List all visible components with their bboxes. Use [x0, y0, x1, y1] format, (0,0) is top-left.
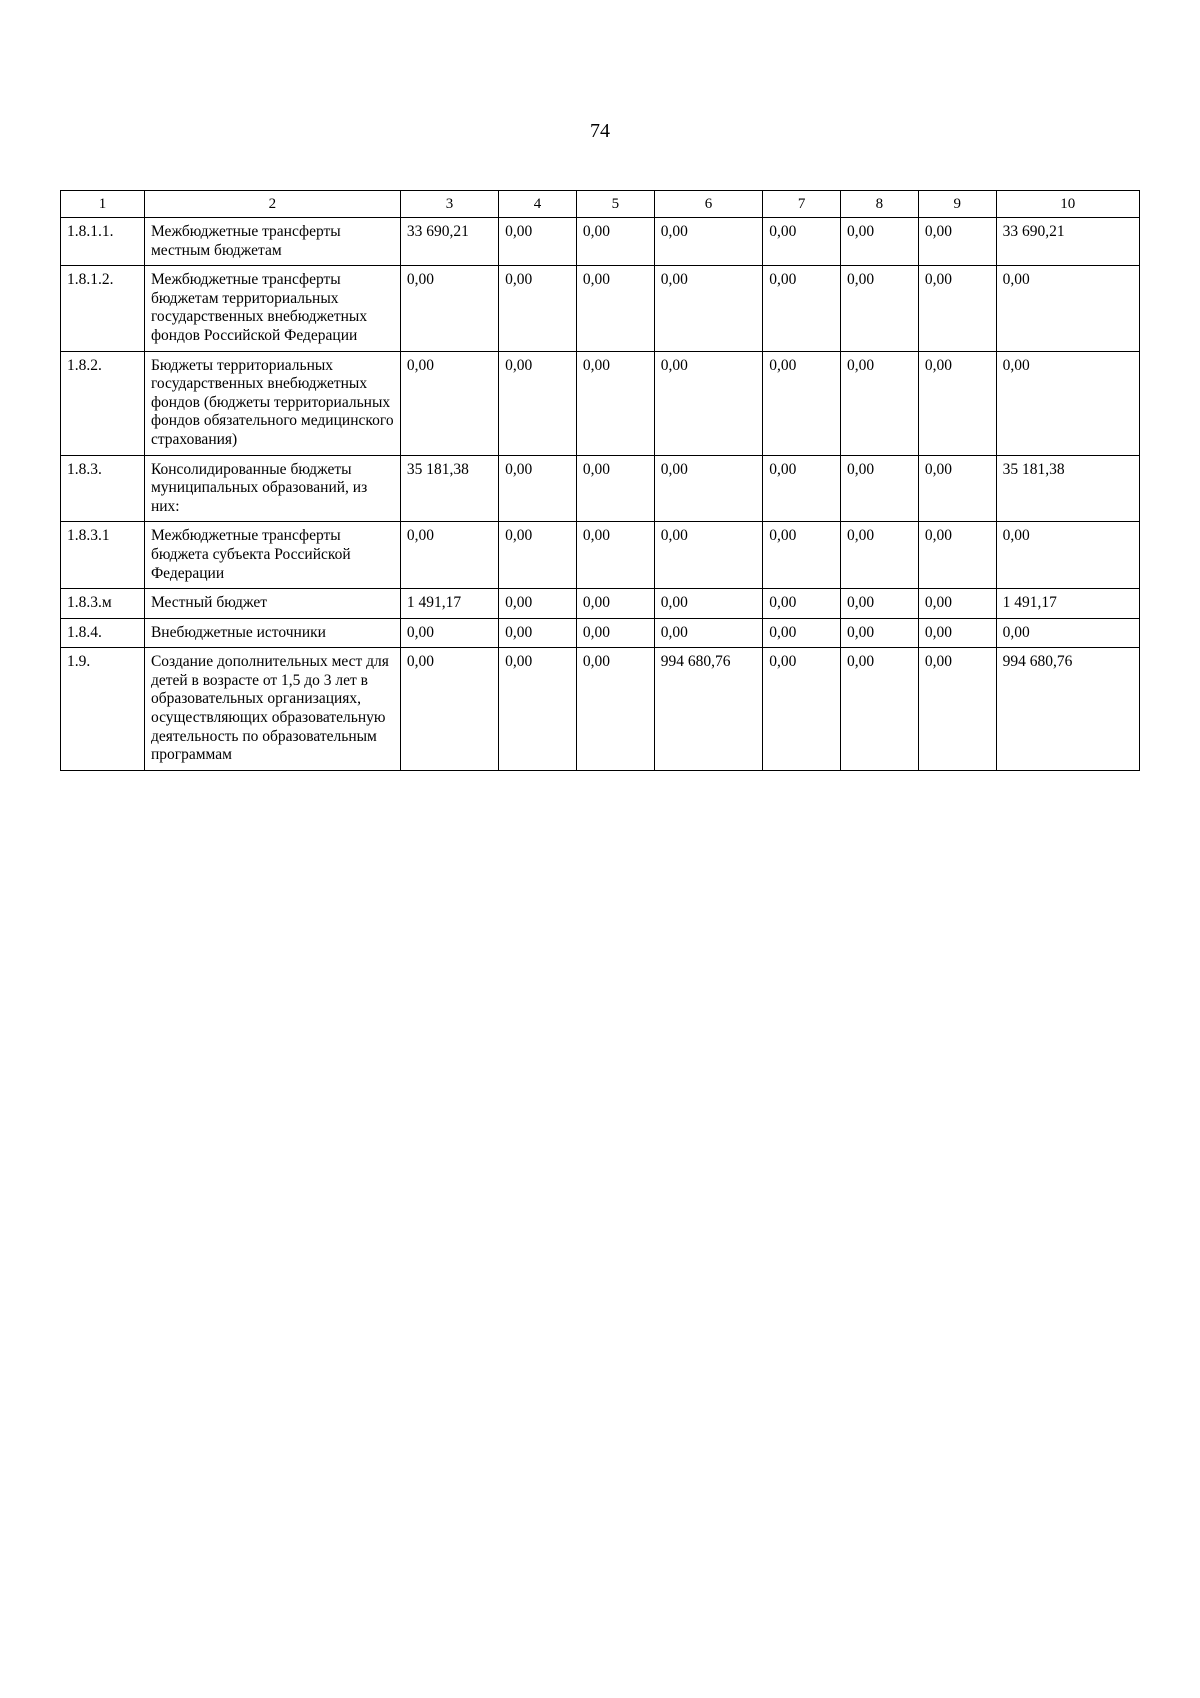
- value-cell: 0,00: [576, 351, 654, 455]
- value-cell: 0,00: [841, 648, 919, 771]
- value-cell: 0,00: [763, 618, 841, 648]
- table-row: [61, 618, 1140, 648]
- value-cell: 0,00: [576, 589, 654, 619]
- value-cell: 1 491,17: [400, 589, 498, 619]
- row-description: Межбюджетные трансферты бюджетам территориальных государственных внебюджетных фондов Российской Федерации: [144, 266, 400, 351]
- value-cell: 0,00: [499, 522, 577, 589]
- value-cell: 0,00: [576, 648, 654, 771]
- value-cell: 0,00: [654, 351, 763, 455]
- value-cell: 0,00: [918, 218, 996, 266]
- column-header-7: 7: [763, 191, 841, 218]
- value-cell: 0,00: [918, 618, 996, 648]
- value-cell: 35 181,38: [400, 455, 498, 522]
- value-cell: 0,00: [841, 218, 919, 266]
- value-cell: 1 491,17: [996, 589, 1139, 619]
- table-header-row: [61, 191, 1140, 218]
- value-cell: 994 680,76: [996, 648, 1139, 771]
- value-cell: 0,00: [841, 351, 919, 455]
- value-cell: 0,00: [918, 589, 996, 619]
- column-header-8: 8: [841, 191, 919, 218]
- column-header-3: 3: [400, 191, 498, 218]
- value-cell: 0,00: [654, 618, 763, 648]
- row-code: 1.9.: [61, 648, 145, 771]
- row-code: 1.8.1.2.: [61, 266, 145, 351]
- value-cell: 0,00: [841, 589, 919, 619]
- value-cell: 0,00: [763, 648, 841, 771]
- value-cell: 0,00: [654, 266, 763, 351]
- table-row: [61, 648, 1140, 771]
- value-cell: 0,00: [763, 589, 841, 619]
- value-cell: 0,00: [576, 522, 654, 589]
- value-cell: 0,00: [918, 351, 996, 455]
- value-cell: 0,00: [400, 266, 498, 351]
- value-cell: 0,00: [400, 522, 498, 589]
- value-cell: 0,00: [499, 218, 577, 266]
- column-header-1: 1: [61, 191, 145, 218]
- value-cell: 35 181,38: [996, 455, 1139, 522]
- table-row: [61, 522, 1140, 589]
- value-cell: 0,00: [654, 455, 763, 522]
- value-cell: 0,00: [576, 455, 654, 522]
- value-cell: 0,00: [499, 648, 577, 771]
- column-header-5: 5: [576, 191, 654, 218]
- value-cell: 0,00: [763, 351, 841, 455]
- page-number: 74: [590, 120, 610, 142]
- table-row: [61, 218, 1140, 266]
- value-cell: 0,00: [499, 455, 577, 522]
- table-row: [61, 455, 1140, 522]
- value-cell: 0,00: [841, 618, 919, 648]
- column-header-6: 6: [654, 191, 763, 218]
- column-header-4: 4: [499, 191, 577, 218]
- value-cell: 0,00: [763, 522, 841, 589]
- row-code: 1.8.3.м: [61, 589, 145, 619]
- value-cell: 994 680,76: [654, 648, 763, 771]
- value-cell: 0,00: [654, 218, 763, 266]
- value-cell: 0,00: [763, 455, 841, 522]
- row-description: Внебюджетные источники: [144, 618, 400, 648]
- value-cell: 0,00: [763, 266, 841, 351]
- row-description: Консолидированные бюджеты муниципальных образований, из них:: [144, 455, 400, 522]
- value-cell: 0,00: [996, 618, 1139, 648]
- row-code: 1.8.3.1: [61, 522, 145, 589]
- value-cell: 0,00: [918, 648, 996, 771]
- table-row: [61, 589, 1140, 619]
- value-cell: 0,00: [654, 522, 763, 589]
- column-header-9: 9: [918, 191, 996, 218]
- row-code: 1.8.2.: [61, 351, 145, 455]
- value-cell: 0,00: [763, 218, 841, 266]
- value-cell: 0,00: [996, 351, 1139, 455]
- column-header-2: 2: [144, 191, 400, 218]
- value-cell: 0,00: [400, 351, 498, 455]
- value-cell: 0,00: [499, 266, 577, 351]
- value-cell: 0,00: [996, 522, 1139, 589]
- column-header-10: 10: [996, 191, 1139, 218]
- value-cell: 0,00: [918, 455, 996, 522]
- table-body: [61, 218, 1140, 771]
- row-description: Межбюджетные трансферты бюджета субъекта Российской Федерации: [144, 522, 400, 589]
- row-code: 1.8.4.: [61, 618, 145, 648]
- value-cell: 33 690,21: [400, 218, 498, 266]
- value-cell: 33 690,21: [996, 218, 1139, 266]
- value-cell: 0,00: [576, 266, 654, 351]
- value-cell: 0,00: [918, 266, 996, 351]
- row-description: Местный бюджет: [144, 589, 400, 619]
- row-code: 1.8.1.1.: [61, 218, 145, 266]
- value-cell: 0,00: [841, 266, 919, 351]
- row-description: Бюджеты территориальных государственных внебюджетных фондов (бюджеты территориальных фондов обязательного медицинского страхования): [144, 351, 400, 455]
- table-row: [61, 266, 1140, 351]
- value-cell: 0,00: [499, 618, 577, 648]
- value-cell: 0,00: [499, 351, 577, 455]
- value-cell: 0,00: [499, 589, 577, 619]
- value-cell: 0,00: [996, 266, 1139, 351]
- row-code: 1.8.3.: [61, 455, 145, 522]
- value-cell: 0,00: [841, 455, 919, 522]
- value-cell: 0,00: [654, 589, 763, 619]
- table-row: [61, 351, 1140, 455]
- budget-table: [60, 190, 1140, 771]
- value-cell: 0,00: [400, 648, 498, 771]
- row-description: Межбюджетные трансферты местным бюджетам: [144, 218, 400, 266]
- value-cell: 0,00: [918, 522, 996, 589]
- value-cell: 0,00: [400, 618, 498, 648]
- row-description: Создание дополнительных мест для детей в возрасте от 1,5 до 3 лет в образовательных организациях, осуществляющих образовательную деятельность по образовательным программам: [144, 648, 400, 771]
- value-cell: 0,00: [841, 522, 919, 589]
- value-cell: 0,00: [576, 218, 654, 266]
- value-cell: 0,00: [576, 618, 654, 648]
